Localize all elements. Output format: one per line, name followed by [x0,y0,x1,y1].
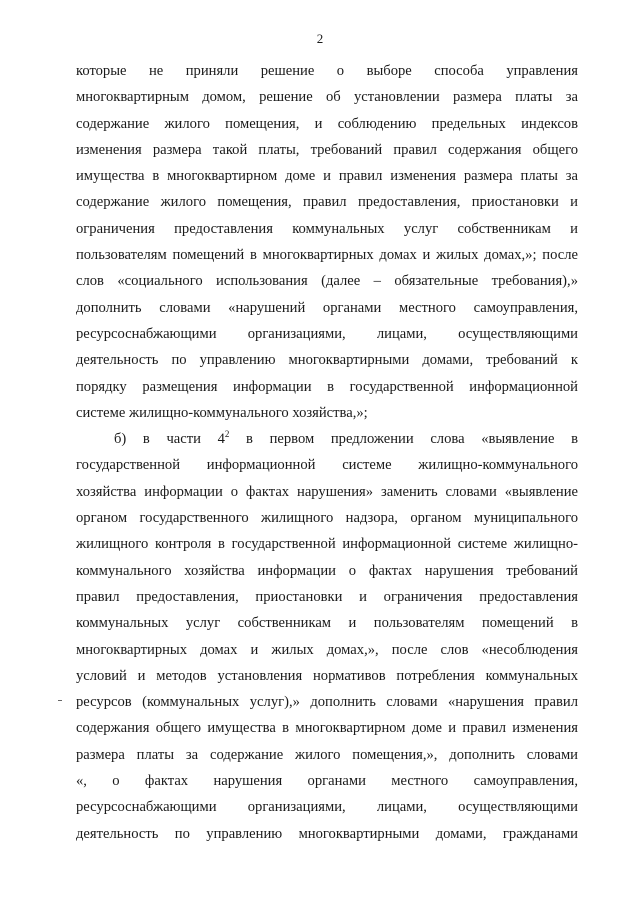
text-line-part: б) в части 4 [114,431,225,448]
text-line: содержание жилого помещения, и соблюдению предельных индексов [76,115,578,132]
margin-mark [58,700,62,701]
text-line: размера платы за содержание жилого помещения,», дополнить словами [76,746,578,763]
text-line: условий и методов установления нормативов потребления коммунальных [76,667,578,684]
page-number: 2 [316,31,324,46]
text-line: которые не приняли решение о выборе способа управления [76,63,578,79]
text-line: изменения размера такой платы, требований правил содержания общего [76,141,578,158]
text-line [76,426,578,452]
text-line: ресурсоснабжающими организациями, лицами, осуществляющими [76,325,578,342]
text-line-part: в первом предложении слова «выявление в [229,431,578,448]
text-line: органом государственного жилищного надзора, органом муниципального [76,510,578,527]
text-line: правил предоставления, приостановки и ограничения предоставления [76,588,578,605]
text-line: коммунального хозяйства информации о фактах нарушения требований [76,562,578,579]
text-line: имущества в многоквартирном доме и правил изменения размера платы за [76,168,578,185]
text-line: государственной информационной системе жилищно-коммунального [76,457,578,474]
text-line: ограничения предоставления коммунальных услуг собственникам и [76,220,578,237]
superscript: 2 [224,429,230,440]
text-line: коммунальных услуг собственникам и пользователям помещений в [76,615,578,632]
text-line: содержания общего имущества в многоквартирном доме и правил изменения [76,720,578,737]
text-line: содержание жилого помещения, правил предоставления, приостановки и [76,194,578,211]
text-line: пользователям помещений в многоквартирных домах и жилых домах,»; после [76,247,578,264]
text-line: системе жилищно-коммунального хозяйства,»; [76,404,368,421]
text-line: слов «социального использования (далее – обязательные требования),» [76,273,578,290]
body-text [76,58,578,847]
text-line: ресурсоснабжающими организациями, лицами, осуществляющими [76,799,578,816]
text-line: жилищного контроля в государственной информационной системе жилищно- [76,536,578,553]
text-line: деятельность по управлению многоквартирными домами, гражданами [76,825,578,842]
text-line: многоквартирным домом, решение об установлении размера платы за [76,89,578,106]
text-line: порядку размещения информации в государственной информационной [76,378,578,395]
text-line: дополнить словами «нарушений органами местного самоуправления, [76,299,578,316]
text-line: многоквартирных домах и жилых домах,», после слов «несоблюдения [76,641,578,658]
text-line: «, о фактах нарушения органами местного самоуправления, [76,773,578,790]
text-line: ресурсов (коммунальных услуг),» дополнить словами «нарушения правил [76,694,578,711]
text-line: деятельность по управлению многоквартирными домами, требований к [76,352,578,369]
text-line: хозяйства информации о фактах нарушения» заменить словами «выявление [76,483,578,500]
